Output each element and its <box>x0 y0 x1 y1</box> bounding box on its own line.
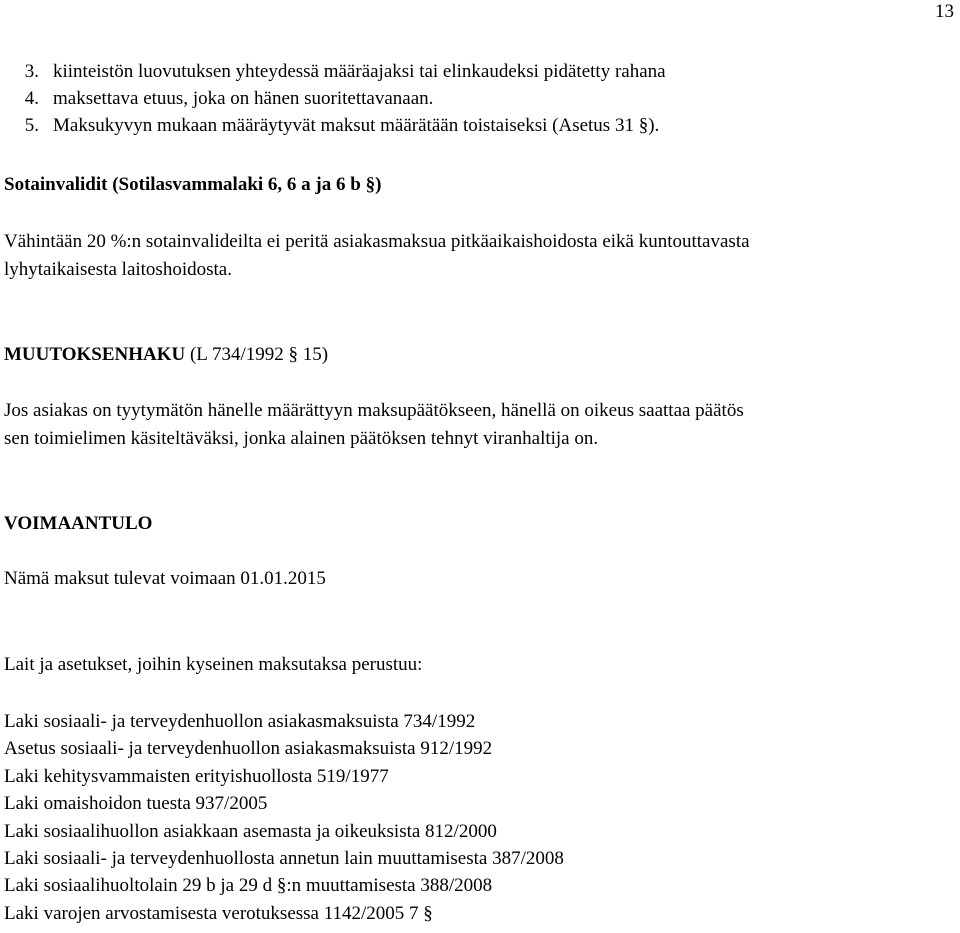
muutoksenhaku-heading <box>4 341 328 369</box>
paragraph-line: Vähintään 20 %:n sotainvalideilta ei peritä asiakasmaksua pitkäaikaishoidosta eikä kuntouttavasta <box>4 231 750 252</box>
law-item: Laki omaishoidon tuesta 937/2005 <box>4 793 268 815</box>
list-item <box>0 112 666 139</box>
paragraph-line: Jos asiakas on tyytymätön hänelle määrättyyn maksupäätökseen, hänellä on oikeus saattaa päätös <box>4 400 744 421</box>
list-item-number: 5. <box>24 115 39 136</box>
paragraph-line: lyhytaikaisesta laitoshoidosta. <box>4 259 232 280</box>
list-item-text: Maksukyvyn mukaan määräytyvät maksut määrätään toistaiseksi (Asetus 31 §). <box>53 115 660 136</box>
muutoksenhaku-paragraph <box>4 397 744 453</box>
sotainvalidit-heading: Sotainvalidit (Sotilasvammalaki 6, 6 a ja 6 b §) <box>4 174 382 195</box>
law-item: Laki sosiaalihuoltolain 29 b ja 29 d §:n muuttamisesta 388/2008 <box>4 875 493 897</box>
law-item: Laki sosiaali- ja terveydenhuollosta annetun lain muuttamisesta 387/2008 <box>4 847 564 869</box>
list-item-number: 4. <box>24 88 39 109</box>
list-item-text: maksettava etuus, joka on hänen suoritettavanaan. <box>53 88 434 109</box>
law-item: Laki kehitysvammaisten erityishuollosta 519/1977 <box>4 765 389 787</box>
list-item-number: 3. <box>24 61 39 82</box>
muutoksenhaku-heading-bold: MUUTOKSENHAKU <box>4 344 186 365</box>
list-item-text: kiinteistön luovutuksen yhteydessä määräajaksi tai elinkaudeksi pidätetty rahana <box>53 61 666 82</box>
laws-intro: Lait ja asetukset, joihin kyseinen maksutaksa perustuu: <box>4 654 423 675</box>
paragraph-line: sen toimielimen käsiteltäväksi, jonka alainen päätöksen tehnyt viranhaltija on. <box>4 428 599 449</box>
page-number: 13 <box>935 1 954 22</box>
list-item <box>0 58 666 85</box>
numbered-list <box>0 58 666 139</box>
laws-list <box>4 708 564 927</box>
voimaantulo-text: Nämä maksut tulevat voimaan 01.01.2015 <box>4 568 326 589</box>
law-item: Asetus sosiaali- ja terveydenhuollon asiakasmaksuista 912/1992 <box>4 738 493 760</box>
sotainvalidit-paragraph <box>4 228 750 284</box>
voimaantulo-heading: VOIMAANTULO <box>4 513 153 534</box>
law-item: Laki varojen arvostamisesta verotuksessa 1142/2005 7 § <box>4 902 433 924</box>
muutoksenhaku-heading-rest: (L 734/1992 § 15) <box>185 344 329 365</box>
law-item: Laki sosiaalihuollon asiakkaan asemasta ja oikeuksista 812/2000 <box>4 820 497 842</box>
list-item <box>0 85 666 112</box>
law-item: Laki sosiaali- ja terveydenhuollon asiakasmaksuista 734/1992 <box>4 711 476 732</box>
